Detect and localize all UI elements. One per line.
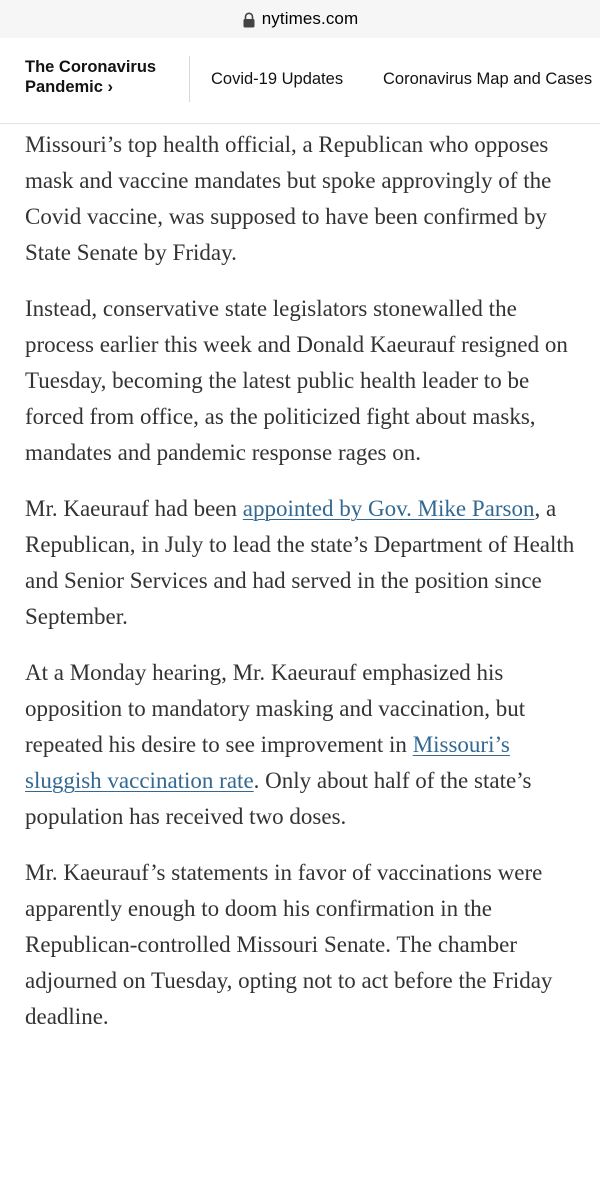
section-nav bbox=[0, 38, 600, 124]
article-paragraph-4 bbox=[25, 655, 585, 835]
paragraph-3-text-before: Mr. Kaeurauf had been bbox=[25, 496, 243, 521]
article-paragraph-1: Missouri’s top health official, a Republican who opposes mask and vaccine mandates but spoke approvingly of the Covid vaccine, was supposed to have been confirmed by State Senate by Friday. bbox=[25, 132, 552, 265]
url-text: nytimes.com bbox=[261, 9, 359, 28]
article-body bbox=[25, 126, 585, 1055]
lock-icon bbox=[242, 12, 256, 28]
section-title-line2: Pandemic › bbox=[25, 78, 114, 96]
appointed-link[interactable]: appointed by Gov. Mike Parson bbox=[242, 496, 535, 521]
vaccination-rate-link[interactable]: Missouri’s sluggish vaccination rate bbox=[25, 732, 510, 793]
browser-url-bar[interactable] bbox=[0, 0, 600, 38]
paragraph-4-text-before: At a Monday hearing, Mr. Kaeurauf emphasized his opposition to mandatory masking and vaccination, but repeated his desire to see improvement in bbox=[25, 660, 526, 757]
nav-link-covid-updates[interactable]: Covid-19 Updates bbox=[211, 70, 344, 88]
nav-divider bbox=[189, 56, 190, 102]
article-paragraph-2: Instead, conservative state legislators stonewalled the process earlier this week and Donald Kaeurauf resigned on Tuesday, becoming the latest public health leader to be forced from office, as the politicized fight about masks, mandates and pandemic response rages on. bbox=[25, 296, 568, 465]
article-paragraph-3 bbox=[25, 491, 585, 635]
paragraph-3-text-after: , a Republican, in July to lead the state’s Department of Health and Senior Services and had served in the position since September. bbox=[25, 496, 575, 629]
paragraph-4-text-after: . Only about half of the state’s population has received two doses. bbox=[25, 768, 532, 829]
section-title-line1: The Coronavirus bbox=[25, 58, 157, 76]
nav-link-map-and-cases[interactable]: Coronavirus Map and Cases bbox=[383, 70, 593, 88]
article-paragraph-5: Mr. Kaeurauf’s statements in favor of vaccinations were apparently enough to doom his confirmation in the Republican-controlled Missouri Senate. The chamber adjourned on Tuesday, opting not to act before the Friday deadline. bbox=[25, 860, 553, 1029]
section-title-link[interactable] bbox=[25, 57, 185, 97]
